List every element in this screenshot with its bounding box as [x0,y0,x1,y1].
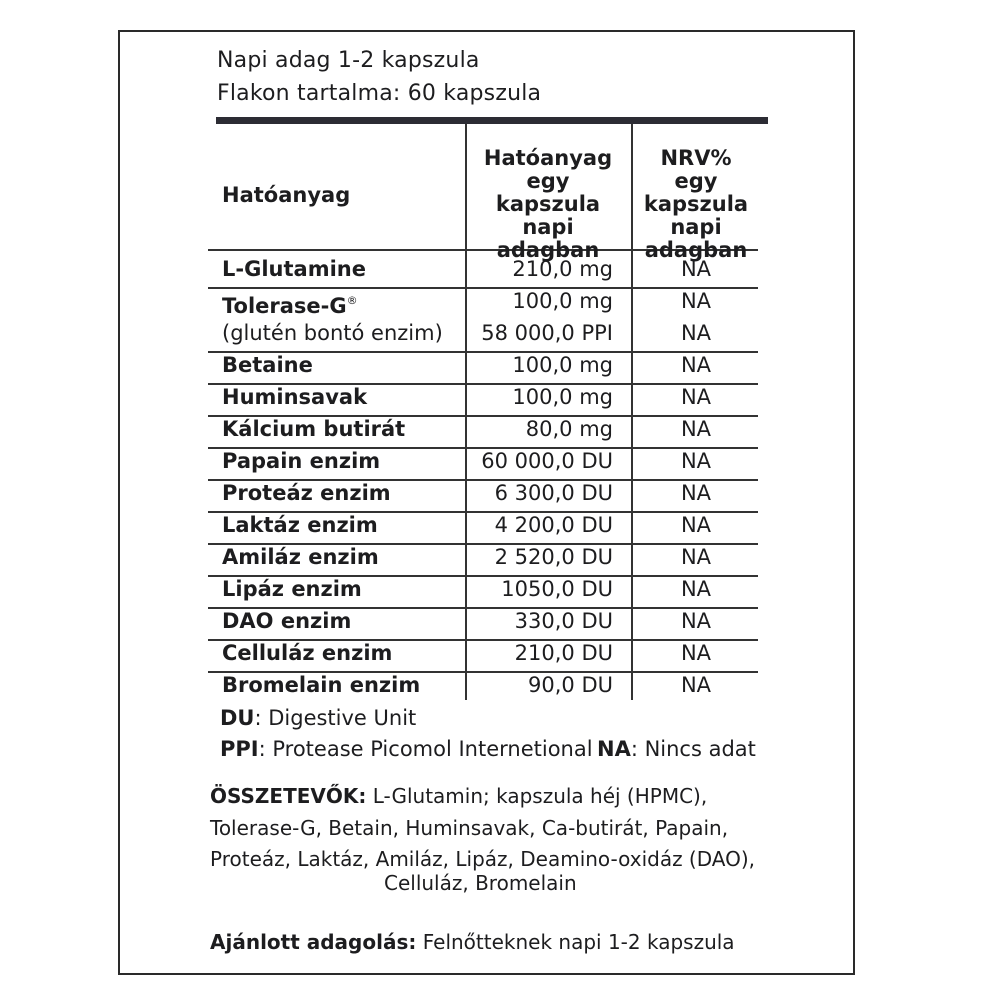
daily-dose-line: Napi adag 1-2 kapszula [217,48,480,73]
ingredient-name: Betaine [222,353,313,377]
ingredient-name: Laktáz enzim [222,513,378,537]
amount-value: 330,0 DU [514,609,613,633]
nrv-value: NA [680,289,712,313]
bottle-contents-line: Flakon tartalma: 60 kapszula [217,81,542,106]
col-header-ingredient: Hatóanyag [222,183,351,207]
top-rule [216,117,768,124]
amount-value: 210,0 mg [512,257,613,281]
amount-value: 100,0 mg [512,289,613,313]
dosage-label: Ajánlott adagolás: [210,930,417,954]
col-header-amount: Hatóanyag egy kapszula napi adagban [483,146,613,262]
legend-na [597,737,756,761]
amount-value: 6 300,0 DU [494,481,613,505]
ingredient-name-text: Tolerase-G [222,294,347,318]
nrv-value: NA [680,353,712,377]
ingredient-name: Papain enzim [222,449,381,473]
legend-ppi-abbr: PPI [220,737,259,761]
nrv-value: NA [680,321,712,345]
legend-du-abbr: DU [220,706,255,730]
ingredient-name: Kálcium butirát [222,417,406,441]
nrv-value: NA [680,577,712,601]
ingredients-line-1 [210,780,707,812]
ingredients-line-3: Proteáz, Laktáz, Amiláz, Lipáz, Deamino-oxidáz (DAO), [210,847,756,871]
nrv-value: NA [680,545,712,569]
ingredient-name: Huminsavak [222,385,368,409]
ingredient-name: Lipáz enzim [222,577,362,601]
ingredients-text-1: L-Glutamin; kapszula héj (HPMC), [366,784,708,808]
ingredient-name: Amiláz enzim [222,545,379,569]
legend-du-text: : Digestive Unit [254,706,417,730]
amount-value: 90,0 DU [528,673,613,697]
legend-na-abbr: NA [597,737,631,761]
recommended-dosage [210,926,735,958]
amount-value: 210,0 DU [514,641,613,665]
ingredient-name: Bromelain enzim [222,673,421,697]
nrv-value: NA [680,449,712,473]
dosage-text: Felnőtteknek napi 1-2 kapszula [416,930,735,954]
ingredients-line-2: Tolerase-G, Betain, Huminsavak, Ca-butirát, Papain, [210,816,729,840]
amount-value: 1050,0 DU [501,577,613,601]
legend-na-text: : Nincs adat [630,737,756,761]
ingredients-line-4: Celluláz, Bromelain [384,871,577,895]
column-divider [465,124,467,700]
nutrition-table [208,124,758,700]
nrv-value: NA [680,641,712,665]
ingredient-name: Celluláz enzim [222,641,393,665]
nrv-value: NA [680,385,712,409]
ingredients-label: ÖSSZETEVŐK: [210,784,367,808]
ingredient-name: Proteáz enzim [222,481,391,505]
registered-mark: ® [346,294,358,307]
legend-ppi-text: : Protease Picomol Internetional [258,737,593,761]
amount-value: 4 200,0 DU [494,513,613,537]
legend-du [220,706,416,730]
amount-value: 80,0 mg [525,417,613,441]
amount-value: 58 000,0 PPI [481,321,613,345]
nrv-value: NA [680,513,712,537]
amount-value: 100,0 mg [512,385,613,409]
ingredient-name: DAO enzim [222,609,352,633]
legend-ppi [220,737,593,761]
nrv-value: NA [680,257,712,281]
nrv-value: NA [680,673,712,697]
amount-value: 60 000,0 DU [481,449,613,473]
ingredient-subname: (glutén bontó enzim) [222,321,443,345]
nrv-value: NA [680,481,712,505]
nrv-value: NA [680,417,712,441]
amount-value: 2 520,0 DU [494,545,613,569]
nrv-value: NA [680,609,712,633]
amount-value: 100,0 mg [512,353,613,377]
ingredient-name: L-Glutamine [222,257,366,281]
col-header-nrv: NRV% egy kapszula napi adagban [643,146,749,262]
